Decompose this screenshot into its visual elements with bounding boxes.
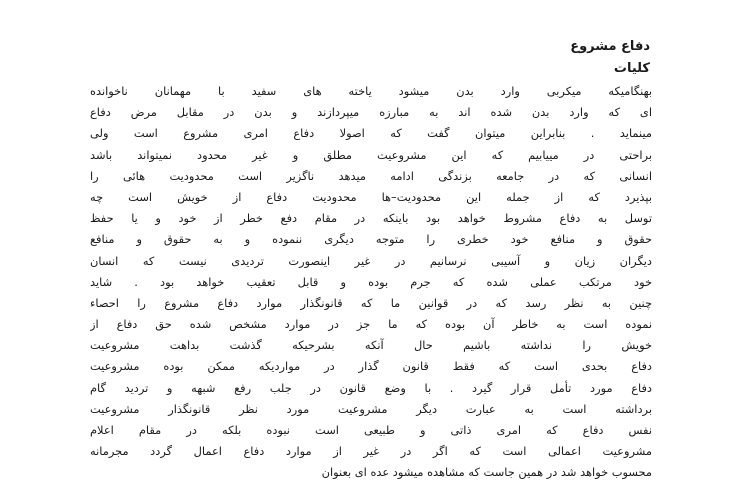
text-line: انسانی که در جامعه بزندگی ادامه میدهد ناگزیر است محدودیت هائی را [90,168,652,183]
text-line: بپذیرد که از جمله این محدودیت–ها محدودیت دفاع از خویش است چه [90,189,652,204]
body-text [90,81,652,484]
text-line: محسوب خواهد شد در همین جاست که مشاهده میشود عده ای بعنوان [321,465,652,480]
text-line: براحتی در مییابیم که این مشروعیت مطلق و غیر محدود نمیتواند باشد [90,147,652,162]
text-line: نموده است به خاطر آن بوده که ما جز در موارد مشخص شده حق دفاع از [90,317,652,332]
text-line: دیگران زیان و آسیبی نرسانیم در غیر اینصورت تردیدی نیست که انسان [90,253,652,268]
text-line: ای که وارد بدن شده اند به مبارزه میپردازند و بدن در مقابل مرض دفاع [90,105,652,120]
text-line: خویش را نداشته باشیم حال آنکه بشرحیکه گذشت بداهت مشروعیت [90,338,652,353]
text-line: برداشته است به عبارت دیگر مشروعیت مورد نظر قانونگذار مشروعیت [90,401,652,416]
text-line: خود مرتکب عملی شده که جرم بوده و قابل تعقیب خواهد بود . شاید [90,274,652,289]
text-line: توسل به دفاع مشروط خواهد بود باینکه در مقام دفع خطر از خود و یا حفظ [90,211,652,226]
text-line: چنین به نظر رسد که در قوانین ما که قانونگذار موارد دفاع مشروع را احصاء [90,295,652,310]
document-title: دفاع مشروع [570,39,650,54]
text-line: حقوق و منافع خود خطری را متوجه دیگری ننموده و به حقوق و منافع [90,232,652,247]
document-page [90,36,652,484]
text-line: دفاع بحدی است که فقط قانون گذار در مواردیکه ممکن بوده مشروعیت [90,359,652,374]
section-heading: کلیات [613,61,650,76]
text-line: نفس دفاع که امری ذاتی و طبیعی است نبوده بلکه در مقام اعلام [90,423,652,437]
text-line: مشروعیت اعمالی است که اگر در غیر از موارد دفاع اعمال گردد مجرمانه [90,444,652,459]
text-line: بهنگامیکه میکربی وارد بدن میشود یاخته های سفید با مهمانان ناخوانده [90,84,652,98]
text-line: مینماید . بنابراین میتوان گفت که اصولا دفاع امری مشروع است ولی [90,126,652,141]
text-line: دفاع مورد تأمل قرار گیرد . با وضع قانون در جلب رفع شبهه و تردید گام [90,380,652,395]
